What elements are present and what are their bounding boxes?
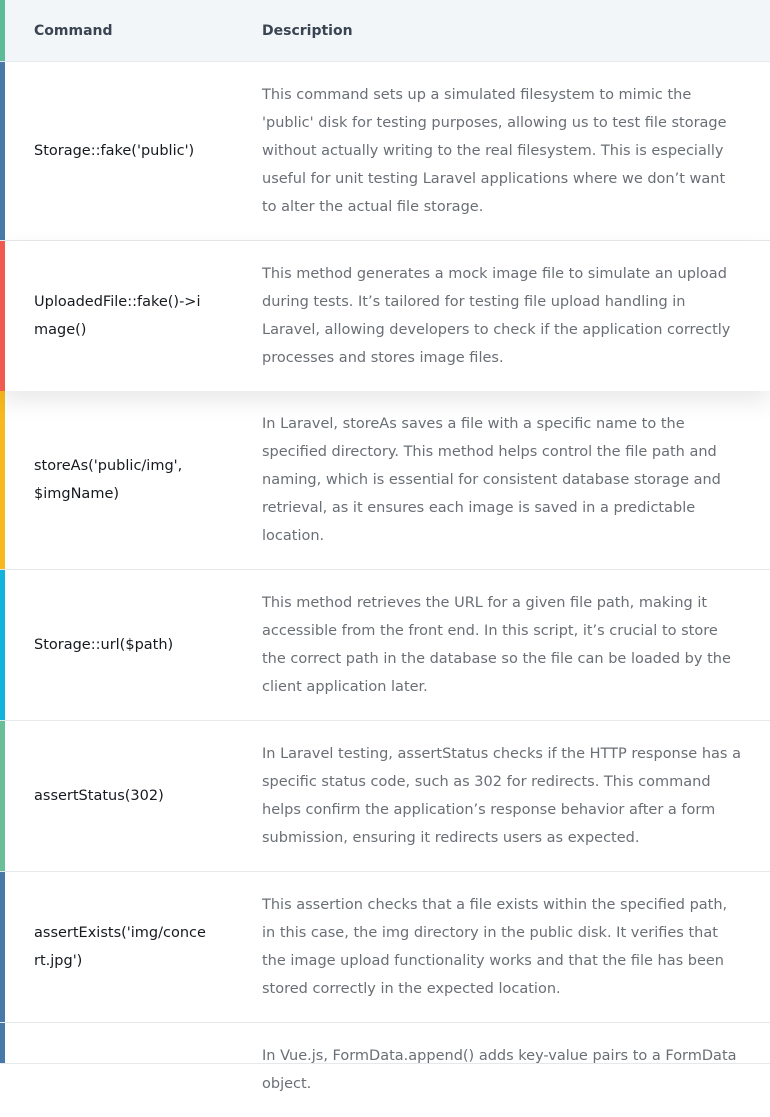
command-cell [0, 872, 262, 1022]
table-row [0, 872, 770, 1023]
table-row [0, 391, 770, 570]
description-cell: This assertion checks that a file exists within the specified path, in this case, the img directory in the public disk. It verifies that the image upload functionality works and that the file has been stored correctly in the expected location. [262, 897, 728, 997]
table-row [0, 62, 770, 241]
command-text: assertStatus(302) [34, 788, 164, 804]
description-cell: In Laravel, storeAs saves a file with a specific name to the specified directory. This method helps control the file path and naming, which is essential for consistent database storage and retrieval, as it ensures each image is saved in a predictable location. [262, 416, 721, 544]
command-text: Storage::url($path) [34, 637, 174, 653]
command-text: Storage::fake('public') [34, 143, 195, 159]
description-cell: This command sets up a simulated filesystem to mimic the 'public' disk for testing purposes, allowing us to test file storage without actually writing to the real filesystem. This is especially useful for unit testing Laravel applications where we don’t want to alter the actual file storage. [262, 87, 727, 215]
accent-bar [0, 391, 5, 569]
accent-bar [0, 62, 5, 240]
accent-bar [0, 872, 5, 1022]
table-row [0, 570, 770, 721]
command-cell [0, 721, 262, 871]
column-header-command: Command [34, 22, 113, 39]
table-row [0, 721, 770, 872]
accent-bar [0, 241, 5, 391]
accent-bar [0, 1023, 5, 1063]
description-cell: In Vue.js, FormData.append() adds key-value pairs to a FormData object. [262, 1048, 737, 1092]
command-text: assertExists('img/concert.jpg') [34, 925, 206, 969]
table-header [0, 0, 770, 62]
accent-bar [0, 570, 5, 720]
command-cell [0, 391, 262, 569]
table-row [0, 1023, 770, 1092]
description-cell: This method generates a mock image file to simulate an upload during tests. It’s tailored for testing file upload handling in Laravel, allowing developers to check if the application correctly processes and stores image files. [262, 266, 731, 366]
command-cell [0, 570, 262, 720]
command-text: storeAs('public/img', $imgName) [34, 458, 183, 502]
accent-bar [0, 721, 5, 871]
description-cell: This method retrieves the URL for a given file path, making it accessible from the front end. In this script, it’s crucial to store the correct path in the database so the file can be loaded by the client application later. [262, 595, 731, 695]
description-cell: In Laravel testing, assertStatus checks if the HTTP response has a specific status code, such as 302 for redirects. This command helps confirm the application’s response behavior after a form submission, ensuring it redirects users as expected. [262, 746, 741, 846]
command-cell [0, 62, 262, 240]
command-text: UploadedFile::fake()->image() [34, 294, 201, 338]
accent-bar [0, 0, 5, 61]
column-header-description: Description [262, 22, 353, 39]
command-cell [0, 241, 262, 391]
table-row [0, 241, 770, 391]
